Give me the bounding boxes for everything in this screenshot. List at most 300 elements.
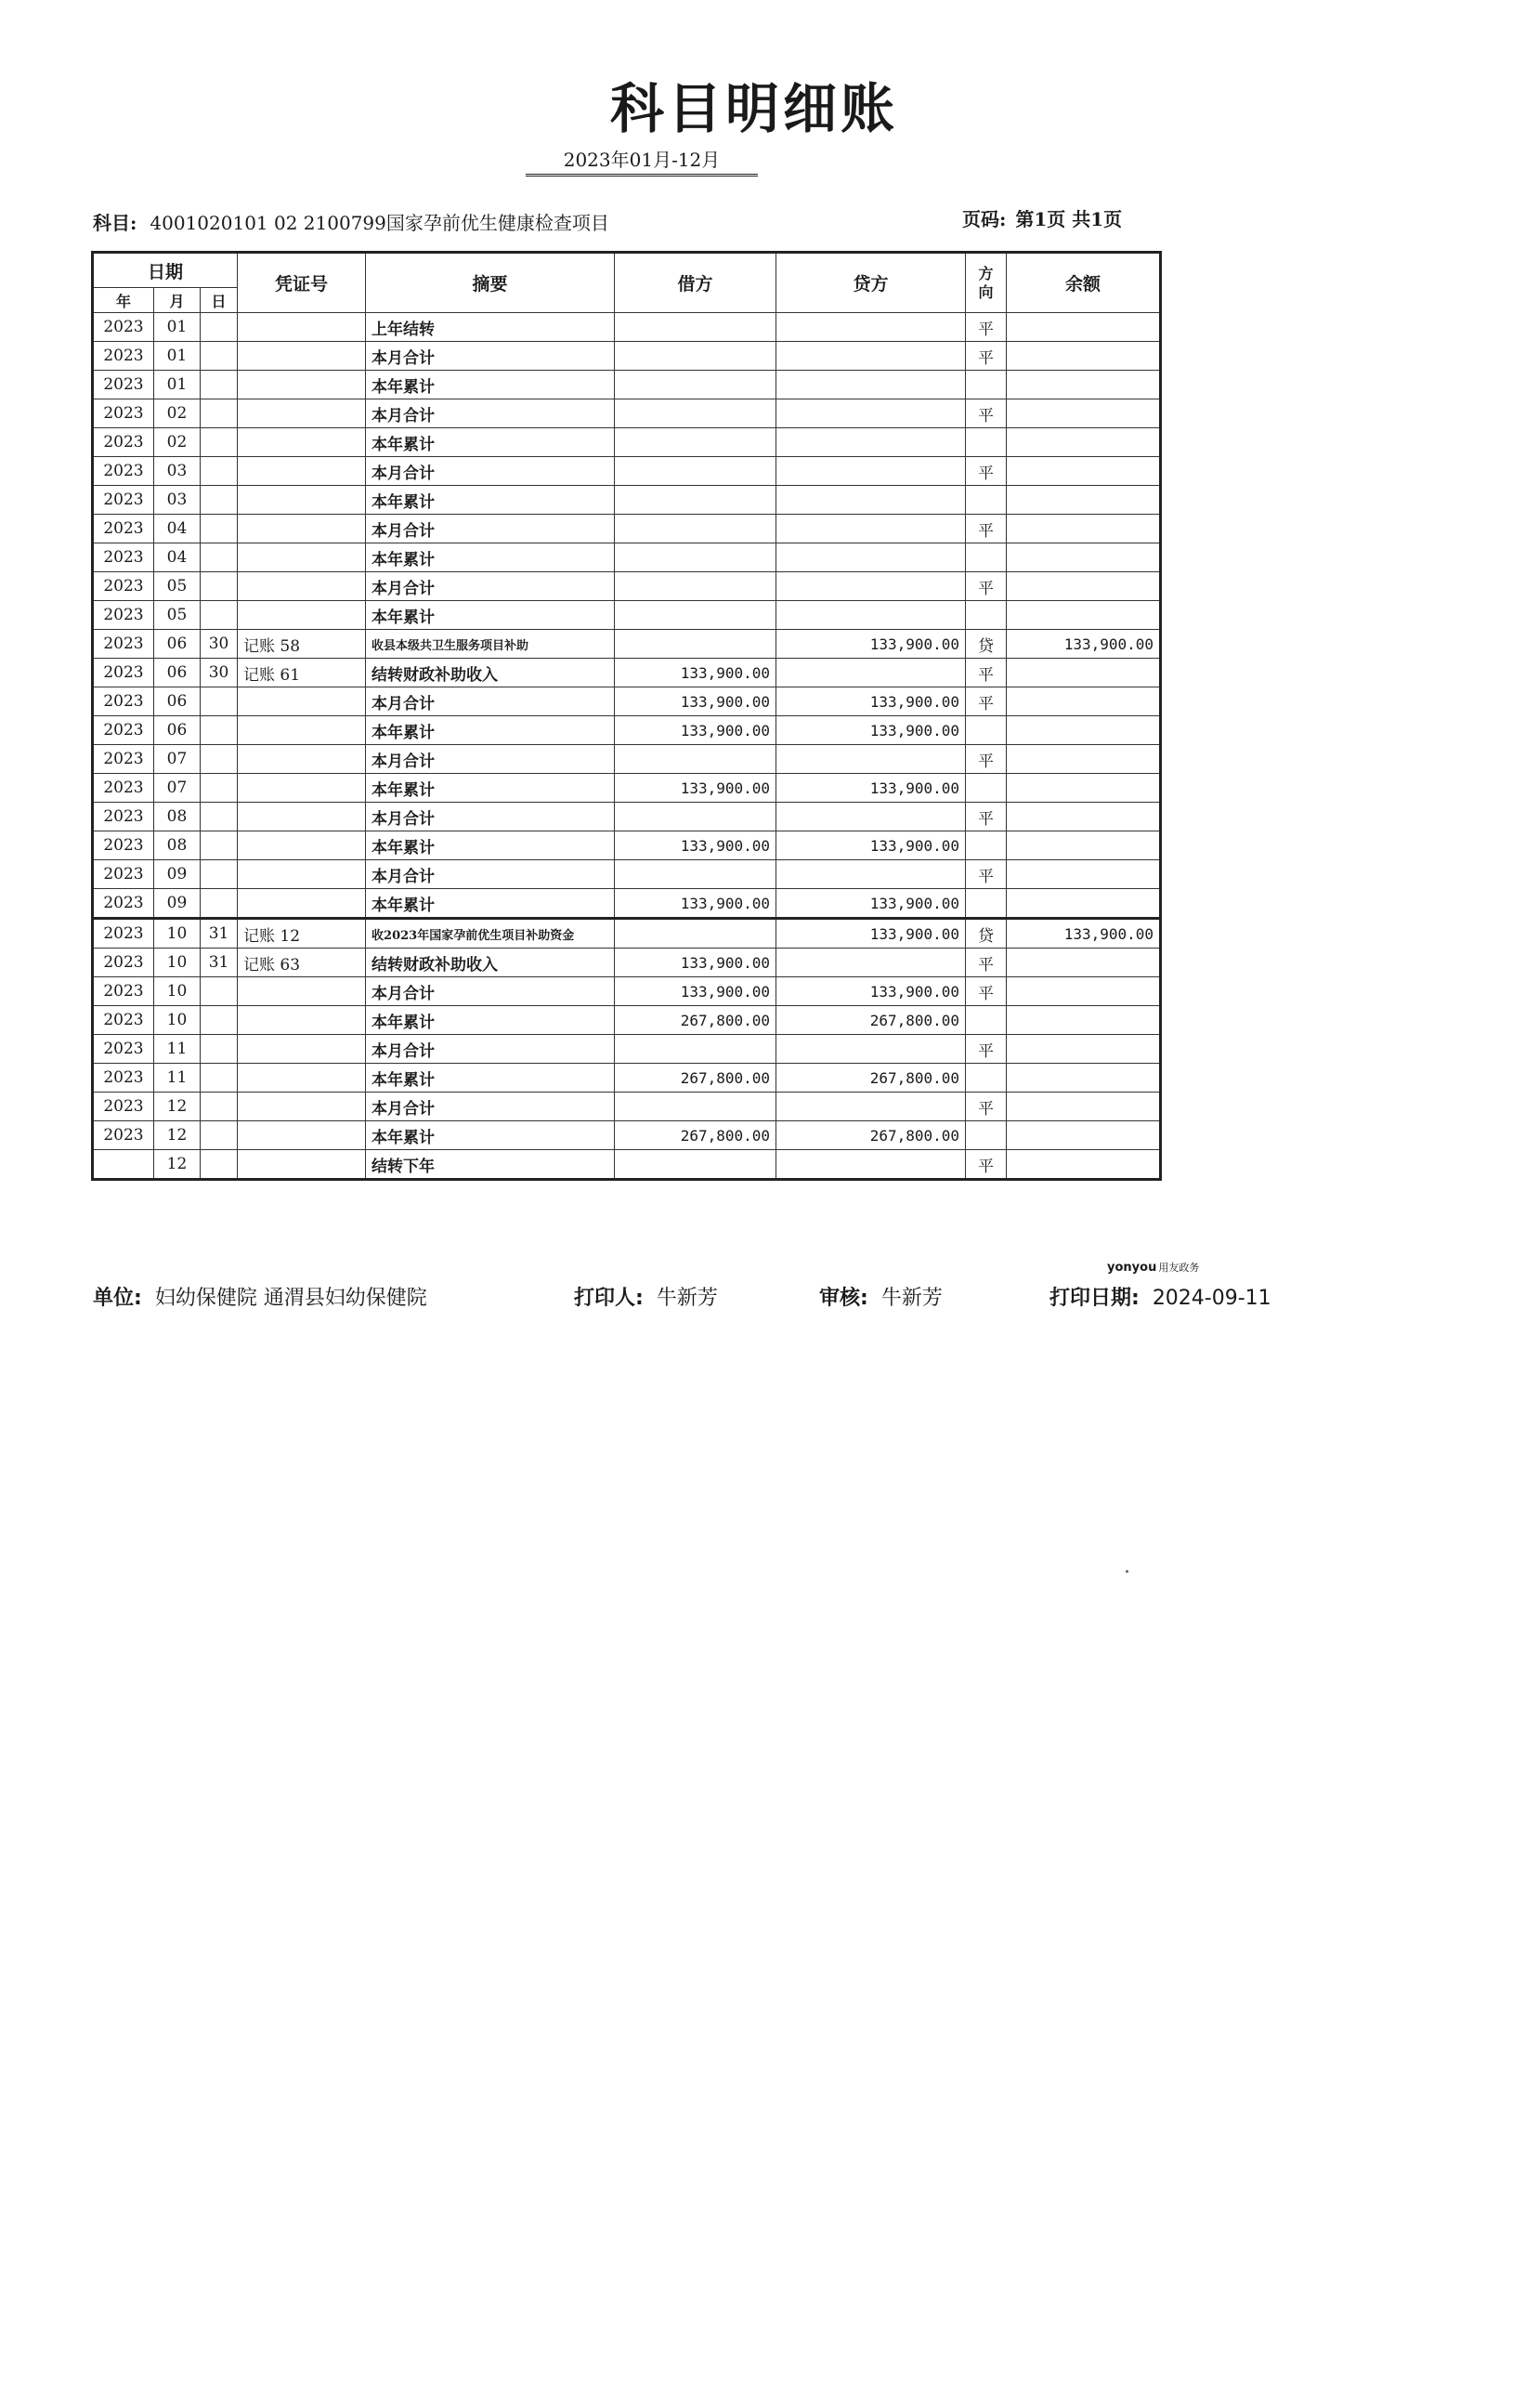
- footer-print-date: [1049, 1282, 1271, 1311]
- cell-balance: [1007, 1121, 1161, 1150]
- cell-debit: 133,900.00: [615, 949, 776, 977]
- cell-balance: [1007, 543, 1161, 572]
- period-label: 2023年01月-12月: [526, 145, 758, 177]
- table-row: [93, 572, 1161, 601]
- cell-credit: [776, 313, 966, 342]
- cell-month: 05: [154, 601, 201, 630]
- cell-summary: 结转财政补助收入: [366, 949, 615, 977]
- cell-credit: 133,900.00: [776, 977, 966, 1006]
- cell-direction: [966, 543, 1007, 572]
- cell-credit: [776, 659, 966, 687]
- cell-balance: [1007, 860, 1161, 889]
- cell-voucher: [238, 371, 366, 399]
- cell-month: 09: [154, 889, 201, 919]
- table-row: [93, 803, 1161, 831]
- table-row: [93, 659, 1161, 687]
- title-wrap: [0, 65, 1538, 143]
- cell-credit: [776, 601, 966, 630]
- cell-summary: 上年结转: [366, 313, 615, 342]
- cell-credit: [776, 1093, 966, 1121]
- cell-year: 2023: [93, 1093, 154, 1121]
- cell-direction: 平: [966, 860, 1007, 889]
- cell-voucher: [238, 977, 366, 1006]
- cell-balance: [1007, 745, 1161, 774]
- subject-label: 科目:: [93, 212, 137, 234]
- cell-year: 2023: [93, 543, 154, 572]
- cell-voucher: [238, 803, 366, 831]
- cell-year: 2023: [93, 774, 154, 803]
- cell-voucher: [238, 601, 366, 630]
- cell-credit: [776, 371, 966, 399]
- cell-balance: [1007, 659, 1161, 687]
- cell-balance: [1007, 774, 1161, 803]
- cell-voucher: [238, 687, 366, 716]
- cell-debit: 133,900.00: [615, 716, 776, 745]
- cell-month: 06: [154, 687, 201, 716]
- cell-debit: 133,900.00: [615, 659, 776, 687]
- cell-year: 2023: [93, 515, 154, 543]
- cell-year: 2023: [93, 919, 154, 949]
- cell-summary: 本月合计: [366, 803, 615, 831]
- unit-label: 单位:: [93, 1287, 142, 1310]
- cell-voucher: [238, 515, 366, 543]
- cell-summary: 本月合计: [366, 977, 615, 1006]
- cell-debit: [615, 1150, 776, 1180]
- footer-auditor: [819, 1282, 943, 1311]
- cell-voucher: [238, 313, 366, 342]
- table-row: [93, 949, 1161, 977]
- cell-credit: 267,800.00: [776, 1006, 966, 1035]
- cell-direction: 平: [966, 949, 1007, 977]
- auditor-value: 牛新芳: [880, 1287, 943, 1310]
- cell-balance: [1007, 371, 1161, 399]
- cell-balance: [1007, 313, 1161, 342]
- cell-debit: [615, 486, 776, 515]
- cell-day: [201, 371, 238, 399]
- cell-year: 2023: [93, 889, 154, 919]
- cell-year: 2023: [93, 486, 154, 515]
- table-row: [93, 1035, 1161, 1064]
- cell-credit: [776, 745, 966, 774]
- cell-year: [93, 1150, 154, 1180]
- cell-debit: [615, 601, 776, 630]
- cell-day: [201, 601, 238, 630]
- cell-debit: [615, 515, 776, 543]
- table-row: [93, 687, 1161, 716]
- cell-debit: [615, 371, 776, 399]
- cell-year: 2023: [93, 572, 154, 601]
- cell-direction: 平: [966, 399, 1007, 428]
- cell-direction: 平: [966, 515, 1007, 543]
- table-row: [93, 1093, 1161, 1121]
- cell-debit: 133,900.00: [615, 774, 776, 803]
- cell-month: 03: [154, 486, 201, 515]
- cell-credit: [776, 803, 966, 831]
- cell-credit: 133,900.00: [776, 774, 966, 803]
- cell-summary: 本年累计: [366, 1006, 615, 1035]
- cell-day: [201, 745, 238, 774]
- cell-direction: [966, 1064, 1007, 1093]
- cell-credit: 133,900.00: [776, 716, 966, 745]
- cell-month: 07: [154, 774, 201, 803]
- cell-month: 12: [154, 1093, 201, 1121]
- cell-year: 2023: [93, 860, 154, 889]
- cell-debit: 133,900.00: [615, 889, 776, 919]
- cell-balance: 133,900.00: [1007, 630, 1161, 659]
- cell-balance: [1007, 1035, 1161, 1064]
- table-row: [93, 1006, 1161, 1035]
- table-row: [93, 919, 1161, 949]
- cell-summary: 本月合计: [366, 1035, 615, 1064]
- cell-voucher: 记账 63: [238, 949, 366, 977]
- cell-summary: 本月合计: [366, 860, 615, 889]
- cell-summary: 本月合计: [366, 342, 615, 371]
- cell-debit: [615, 342, 776, 371]
- cell-debit: [615, 919, 776, 949]
- cell-debit: [615, 630, 776, 659]
- cell-summary: 本年累计: [366, 831, 615, 860]
- cell-balance: 133,900.00: [1007, 919, 1161, 949]
- cell-balance: [1007, 687, 1161, 716]
- cell-credit: [776, 342, 966, 371]
- cell-year: 2023: [93, 831, 154, 860]
- cell-credit: [776, 399, 966, 428]
- cell-summary: 本年累计: [366, 371, 615, 399]
- footer-unit: [93, 1282, 427, 1311]
- cell-month: 12: [154, 1150, 201, 1180]
- cell-month: 01: [154, 313, 201, 342]
- table-row: [93, 745, 1161, 774]
- table-row: [93, 889, 1161, 919]
- cell-year: 2023: [93, 659, 154, 687]
- cell-summary: 本月合计: [366, 745, 615, 774]
- cell-day: [201, 977, 238, 1006]
- cell-credit: [776, 515, 966, 543]
- cell-voucher: [238, 486, 366, 515]
- cell-year: 2023: [93, 457, 154, 486]
- cell-debit: 267,800.00: [615, 1121, 776, 1150]
- cell-day: 31: [201, 949, 238, 977]
- cell-year: 2023: [93, 342, 154, 371]
- cell-direction: [966, 601, 1007, 630]
- cell-voucher: [238, 774, 366, 803]
- table-row: [93, 342, 1161, 371]
- cell-month: 09: [154, 860, 201, 889]
- cell-direction: [966, 371, 1007, 399]
- cell-month: 06: [154, 659, 201, 687]
- cell-month: 10: [154, 977, 201, 1006]
- cell-month: 06: [154, 630, 201, 659]
- table-row: [93, 831, 1161, 860]
- cell-voucher: [238, 399, 366, 428]
- header-direction: 方向: [966, 253, 1007, 313]
- cell-day: 31: [201, 919, 238, 949]
- cell-day: [201, 860, 238, 889]
- table-row: [93, 1064, 1161, 1093]
- cell-balance: [1007, 515, 1161, 543]
- cell-summary: 本年累计: [366, 543, 615, 572]
- cell-summary: 本月合计: [366, 399, 615, 428]
- cell-direction: 贷: [966, 630, 1007, 659]
- cell-credit: [776, 860, 966, 889]
- cell-debit: [615, 313, 776, 342]
- cell-month: 11: [154, 1064, 201, 1093]
- cell-direction: [966, 1121, 1007, 1150]
- cell-balance: [1007, 342, 1161, 371]
- cell-debit: [615, 543, 776, 572]
- cell-summary: 结转财政补助收入: [366, 659, 615, 687]
- cell-voucher: 记账 61: [238, 659, 366, 687]
- cell-credit: 133,900.00: [776, 831, 966, 860]
- cell-month: 10: [154, 1006, 201, 1035]
- cell-debit: 133,900.00: [615, 977, 776, 1006]
- cell-year: 2023: [93, 313, 154, 342]
- cell-balance: [1007, 399, 1161, 428]
- cell-balance: [1007, 1064, 1161, 1093]
- cell-voucher: [238, 1035, 366, 1064]
- cell-credit: 267,800.00: [776, 1064, 966, 1093]
- cell-day: [201, 831, 238, 860]
- cell-credit: [776, 572, 966, 601]
- cell-month: 08: [154, 803, 201, 831]
- page-value: 第1页 共1页: [1015, 208, 1123, 230]
- cell-balance: [1007, 716, 1161, 745]
- cell-day: [201, 515, 238, 543]
- cell-year: 2023: [93, 1121, 154, 1150]
- cell-day: [201, 1064, 238, 1093]
- page-title: 科目明细账: [609, 77, 898, 140]
- scan-speck: [1126, 1570, 1128, 1573]
- printer-label: 打印人:: [574, 1287, 644, 1310]
- cell-balance: [1007, 949, 1161, 977]
- cell-voucher: [238, 428, 366, 457]
- cell-day: [201, 716, 238, 745]
- cell-debit: [615, 745, 776, 774]
- cell-summary: 本月合计: [366, 515, 615, 543]
- header-year: 年: [93, 288, 154, 313]
- header-balance: 余额: [1007, 253, 1161, 313]
- cell-direction: [966, 831, 1007, 860]
- table-row: [93, 486, 1161, 515]
- cell-day: [201, 572, 238, 601]
- cell-direction: 平: [966, 457, 1007, 486]
- header-date: 日期: [93, 253, 238, 288]
- table-row: [93, 774, 1161, 803]
- cell-summary: 本年累计: [366, 601, 615, 630]
- header-debit: 借方: [615, 253, 776, 313]
- cell-summary: 本月合计: [366, 572, 615, 601]
- cell-debit: [615, 803, 776, 831]
- cell-balance: [1007, 1093, 1161, 1121]
- cell-day: [201, 399, 238, 428]
- cell-summary: 本年累计: [366, 716, 615, 745]
- cell-month: 03: [154, 457, 201, 486]
- cell-debit: [615, 1035, 776, 1064]
- table-row: [93, 543, 1161, 572]
- cell-year: 2023: [93, 745, 154, 774]
- table-row: [93, 457, 1161, 486]
- cell-day: [201, 342, 238, 371]
- cell-debit: 133,900.00: [615, 831, 776, 860]
- cell-voucher: [238, 543, 366, 572]
- ledger-table: [91, 251, 1162, 1181]
- cell-month: 01: [154, 342, 201, 371]
- cell-balance: [1007, 428, 1161, 457]
- cell-direction: 平: [966, 1035, 1007, 1064]
- cell-summary: 本月合计: [366, 1093, 615, 1121]
- footer-printer: [574, 1282, 718, 1311]
- printer-value: 牛新芳: [656, 1287, 718, 1310]
- cell-month: 11: [154, 1035, 201, 1064]
- table-row: [93, 977, 1161, 1006]
- cell-balance: [1007, 572, 1161, 601]
- cell-month: 04: [154, 515, 201, 543]
- cell-year: 2023: [93, 1035, 154, 1064]
- cell-credit: [776, 428, 966, 457]
- cell-credit: [776, 486, 966, 515]
- cell-voucher: [238, 1064, 366, 1093]
- subject-value: 4001020101 02 2100799国家孕前优生健康检查项目: [150, 212, 609, 234]
- cell-month: 10: [154, 919, 201, 949]
- cell-direction: [966, 774, 1007, 803]
- cell-voucher: 记账 12: [238, 919, 366, 949]
- cell-day: [201, 543, 238, 572]
- cell-day: [201, 313, 238, 342]
- cell-day: [201, 428, 238, 457]
- cell-voucher: [238, 831, 366, 860]
- cell-month: 07: [154, 745, 201, 774]
- header-day: 日: [201, 288, 238, 313]
- cell-debit: 267,800.00: [615, 1064, 776, 1093]
- header-summary: 摘要: [366, 253, 615, 313]
- brand-sub: 用友政务: [1158, 1262, 1200, 1274]
- table-row: [93, 716, 1161, 745]
- cell-voucher: [238, 457, 366, 486]
- cell-summary: 本年累计: [366, 428, 615, 457]
- cell-balance: [1007, 889, 1161, 919]
- cell-month: 02: [154, 399, 201, 428]
- cell-year: 2023: [93, 716, 154, 745]
- page-info: [962, 204, 1131, 231]
- cell-year: 2023: [93, 1064, 154, 1093]
- cell-year: 2023: [93, 1006, 154, 1035]
- cell-day: [201, 457, 238, 486]
- subject-line: [93, 208, 609, 235]
- cell-month: 04: [154, 543, 201, 572]
- cell-direction: 贷: [966, 919, 1007, 949]
- cell-day: [201, 1006, 238, 1035]
- cell-direction: 平: [966, 313, 1007, 342]
- cell-direction: [966, 428, 1007, 457]
- cell-debit: 267,800.00: [615, 1006, 776, 1035]
- cell-voucher: [238, 1150, 366, 1180]
- table-row: [93, 399, 1161, 428]
- cell-month: 01: [154, 371, 201, 399]
- table-row: [93, 601, 1161, 630]
- cell-direction: 平: [966, 659, 1007, 687]
- cell-direction: 平: [966, 977, 1007, 1006]
- cell-balance: [1007, 601, 1161, 630]
- cell-balance: [1007, 486, 1161, 515]
- cell-credit: 133,900.00: [776, 889, 966, 919]
- cell-direction: 平: [966, 687, 1007, 716]
- cell-day: [201, 1093, 238, 1121]
- cell-credit: 133,900.00: [776, 919, 966, 949]
- cell-debit: [615, 572, 776, 601]
- table-row: [93, 1150, 1161, 1180]
- cell-day: [201, 486, 238, 515]
- cell-debit: [615, 457, 776, 486]
- cell-summary: 结转下年: [366, 1150, 615, 1180]
- cell-day: [201, 889, 238, 919]
- table-row: [93, 515, 1161, 543]
- cell-year: 2023: [93, 803, 154, 831]
- cell-direction: [966, 716, 1007, 745]
- cell-voucher: [238, 1006, 366, 1035]
- cell-credit: [776, 1150, 966, 1180]
- table-row: [93, 428, 1161, 457]
- brand-logo: [1107, 1260, 1199, 1275]
- cell-balance: [1007, 457, 1161, 486]
- cell-year: 2023: [93, 428, 154, 457]
- cell-direction: 平: [966, 572, 1007, 601]
- header-credit: 贷方: [776, 253, 966, 313]
- auditor-label: 审核:: [819, 1287, 868, 1310]
- cell-year: 2023: [93, 399, 154, 428]
- cell-voucher: [238, 889, 366, 919]
- cell-debit: [615, 399, 776, 428]
- cell-month: 08: [154, 831, 201, 860]
- table-row: [93, 1121, 1161, 1150]
- cell-summary: 本年累计: [366, 486, 615, 515]
- cell-direction: [966, 1006, 1007, 1035]
- table-row: [93, 313, 1161, 342]
- cell-direction: 平: [966, 342, 1007, 371]
- cell-credit: [776, 543, 966, 572]
- cell-voucher: [238, 342, 366, 371]
- cell-day: 30: [201, 659, 238, 687]
- cell-direction: [966, 486, 1007, 515]
- header-month: 月: [154, 288, 201, 313]
- cell-day: [201, 1121, 238, 1150]
- cell-credit: 267,800.00: [776, 1121, 966, 1150]
- cell-balance: [1007, 803, 1161, 831]
- cell-day: [201, 1035, 238, 1064]
- cell-year: 2023: [93, 371, 154, 399]
- cell-voucher: [238, 1121, 366, 1150]
- cell-credit: [776, 949, 966, 977]
- cell-year: 2023: [93, 687, 154, 716]
- cell-month: 05: [154, 572, 201, 601]
- page-label: 页码:: [962, 208, 1007, 230]
- cell-voucher: [238, 716, 366, 745]
- table-row: [93, 371, 1161, 399]
- ledger-body: [93, 313, 1161, 1180]
- cell-summary: 本月合计: [366, 457, 615, 486]
- cell-summary: 收县本级共卫生服务项目补助: [366, 630, 615, 659]
- print-date-value: 2024-09-11: [1152, 1287, 1271, 1310]
- cell-balance: [1007, 977, 1161, 1006]
- cell-voucher: [238, 572, 366, 601]
- cell-voucher: [238, 860, 366, 889]
- cell-credit: [776, 457, 966, 486]
- cell-summary: 本年累计: [366, 774, 615, 803]
- cell-summary: 收2023年国家孕前优生项目补助资金: [366, 919, 615, 949]
- cell-day: 30: [201, 630, 238, 659]
- header-voucher: 凭证号: [238, 253, 366, 313]
- cell-debit: [615, 860, 776, 889]
- cell-day: [201, 803, 238, 831]
